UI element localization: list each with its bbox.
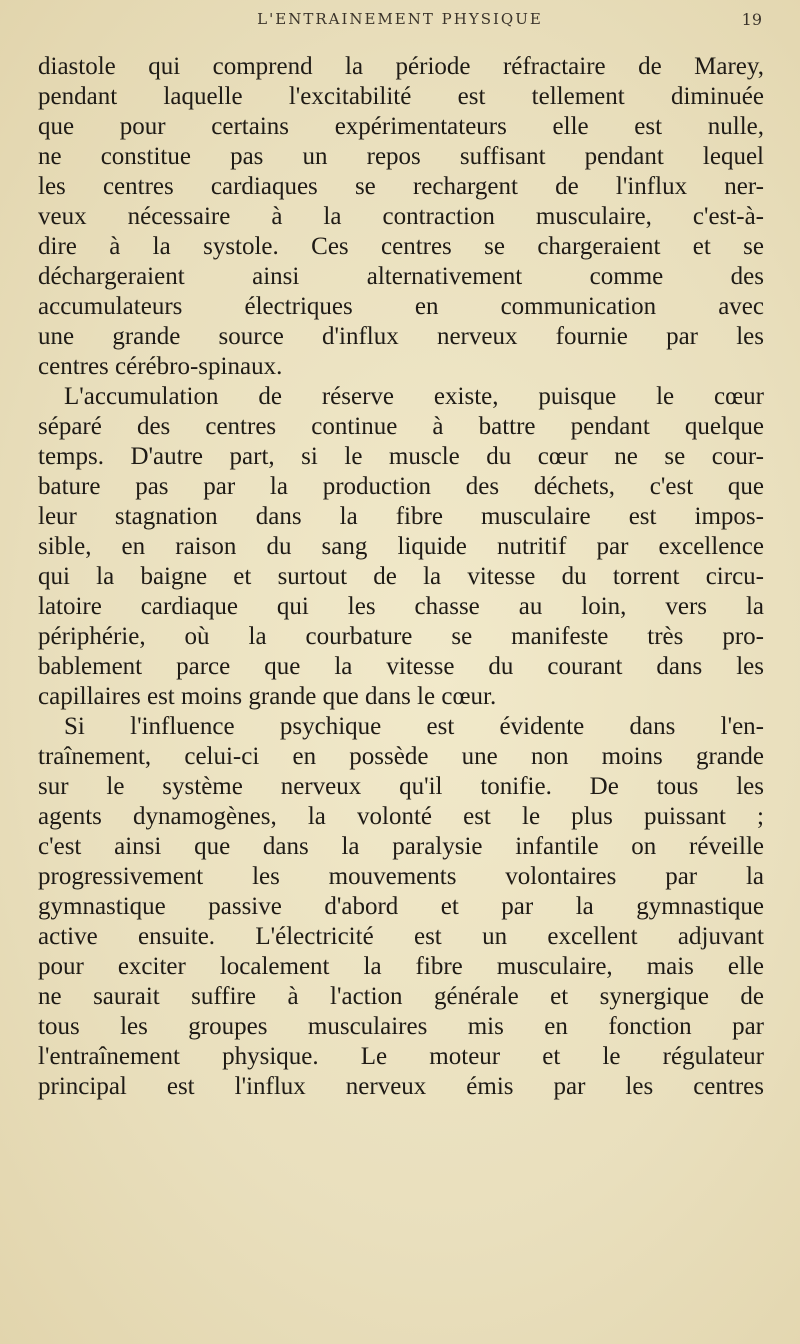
- text-line: diastole qui comprend la période réfractaire de Marey,: [38, 53, 764, 80]
- text-line: séparé des centres continue à battre pendant quelque: [38, 413, 764, 440]
- text-line: que pour certains expérimentateurs elle est nulle,: [38, 113, 764, 140]
- text-line: veux nécessaire à la contraction musculaire, c'est-à-: [38, 203, 764, 230]
- text-line: pour exciter localement la fibre musculaire, mais elle: [38, 953, 764, 980]
- text-line: l'entraînement physique. Le moteur et le régulateur: [38, 1043, 764, 1070]
- text-line: sur le système nerveux qu'il tonifie. De tous les: [38, 773, 764, 800]
- text-line: ne constitue pas un repos suffisant pendant lequel: [38, 143, 764, 170]
- text-line: bablement parce que la vitesse du courant dans les: [38, 653, 764, 680]
- text-line: c'est ainsi que dans la paralysie infantile on réveille: [38, 833, 764, 860]
- text-line: centres cérébro-spinaux.: [38, 353, 283, 380]
- text-line: sible, en raison du sang liquide nutritif par excellence: [38, 533, 764, 560]
- text-line: dire à la systole. Ces centres se chargeraient et se: [38, 233, 764, 260]
- text-line: gymnastique passive d'abord et par la gymnastique: [38, 893, 764, 920]
- text-line: Si l'influence psychique est évidente dans l'en-: [64, 713, 764, 740]
- text-line: accumulateurs électriques en communication avec: [38, 293, 764, 320]
- text-line: une grande source d'influx nerveux fournie par les: [38, 323, 764, 350]
- text-line: active ensuite. L'électricité est un excellent adjuvant: [38, 923, 764, 950]
- running-head: L'ENTRAINEMENT PHYSIQUE: [257, 10, 543, 28]
- text-line: capillaires est moins grande que dans le cœur.: [38, 683, 497, 710]
- text-line: traînement, celui-ci en possède une non moins grande: [38, 743, 764, 770]
- text-line: tous les groupes musculaires mis en fonction par: [38, 1013, 764, 1040]
- text-line: déchargeraient ainsi alternativement comme des: [38, 263, 764, 290]
- text-line: qui la baigne et surtout de la vitesse du torrent circu-: [38, 563, 764, 590]
- body-text: [38, 52, 764, 1102]
- text-line: temps. D'autre part, si le muscle du cœur ne se cour-: [38, 443, 764, 470]
- text-line: progressivement les mouvements volontaires par la: [38, 863, 764, 890]
- text-line: L'accumulation de réserve existe, puisque le cœur: [64, 383, 764, 410]
- text-line: latoire cardiaque qui les chasse au loin, vers la: [38, 593, 764, 620]
- text-line: pendant laquelle l'excitabilité est tellement diminuée: [38, 83, 764, 110]
- text-line: ne saurait suffire à l'action générale et synergique de: [38, 983, 764, 1010]
- text-line: agents dynamogènes, la volonté est le plus puissant ;: [38, 803, 764, 830]
- text-line: les centres cardiaques se rechargent de l'influx ner-: [38, 173, 764, 200]
- text-line: bature pas par la production des déchets, c'est que: [38, 473, 764, 500]
- text-line: périphérie, où la courbature se manifeste très pro-: [38, 623, 764, 650]
- text-line: leur stagnation dans la fibre musculaire est impos-: [38, 503, 764, 530]
- page-number: 19: [741, 10, 762, 29]
- text-line: principal est l'influx nerveux émis par les centres: [38, 1073, 764, 1100]
- page-header: [0, 10, 800, 40]
